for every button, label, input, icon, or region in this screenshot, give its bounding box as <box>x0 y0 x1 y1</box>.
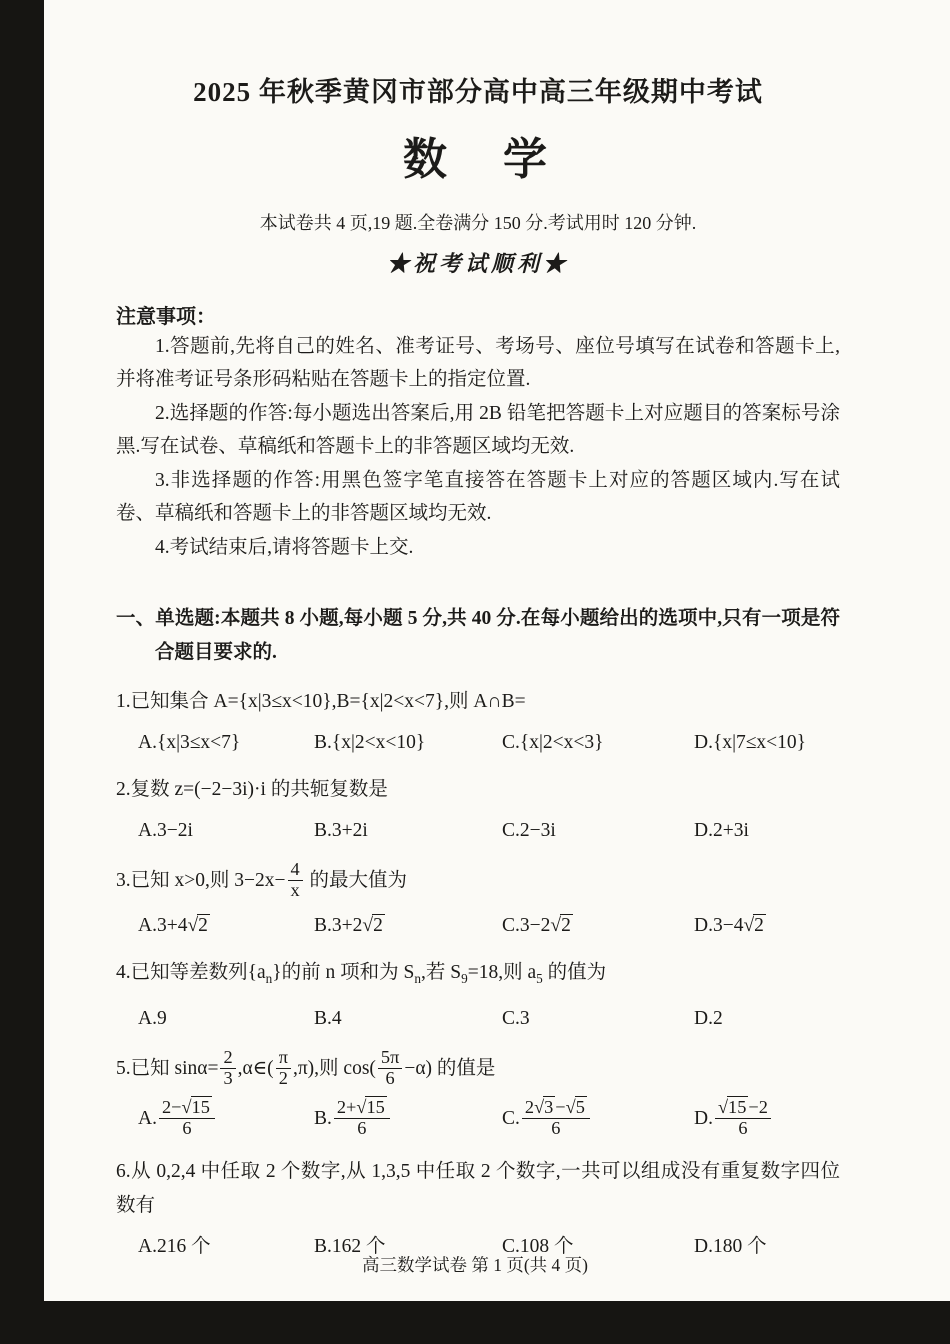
wish-banner: ★祝考试顺利★ <box>386 251 569 276</box>
option-a: A.{x|3≤x<7} <box>138 732 241 753</box>
question-6-stem: 6.从 0,2,4 中任取 2 个数字,从 1,3,5 中任取 2 个数字,一共可以组成没有重复数字四位数有 <box>116 1160 840 1216</box>
option-b: B.{x|2<x<10} <box>314 732 426 753</box>
notice-item-4: 4.考试结束后,请将答题卡上交. <box>155 537 414 558</box>
question-1-options <box>116 728 840 758</box>
question-6 <box>116 1155 840 1262</box>
option-a: A.3−2i <box>138 820 193 841</box>
exam-info-line: 本试卷共 4 页,19 题.全卷满分 150 分.考试用时 120 分钟. <box>259 213 697 233</box>
option-a: A.3+4√2 <box>138 914 208 936</box>
question-1 <box>116 685 840 758</box>
option-b: B.3+2√2 <box>314 914 383 936</box>
question-2-options <box>116 816 840 846</box>
option-b: B. $\frac{2+√15}{6}$ <box>314 1099 502 1140</box>
notice-item-2: 2.选择题的作答:每小题选出答案后,用 2B 铅笔把答题卡上对应题目的答案标号涂黑.写在试卷、草稿纸和答题卡上的非答题区域均无效. <box>116 403 840 457</box>
notice-header: 注意事项： <box>116 306 216 328</box>
question-3-options <box>116 911 840 941</box>
option-c: C.{x|2<x<3} <box>502 732 604 753</box>
page-footer: 高三数学试卷 第 1 页(共 4 页) <box>361 1255 589 1275</box>
question-5-stem: 5.已知 sinα= $\frac{2}{3}$ ,α∈( $\frac{\pi}{2}$ ,π),则 cos( $\frac{5\pi}{6}$ −α) 的值是 <box>116 1047 496 1089</box>
section-1-header: 一、单选题:本题共 8 小题,每小题 5 分,共 40 分.在每小题给出的选项中,只有一项是符合题目要求的. <box>116 608 840 663</box>
subject-title: 数 学 <box>403 135 553 184</box>
question-4 <box>116 956 840 1035</box>
option-d: D.2 <box>694 1008 723 1030</box>
option-d: D. $\frac{√15 -2}{6}$ <box>694 1099 840 1140</box>
question-4-options <box>116 1004 840 1034</box>
option-d: D.{x|7≤x<10} <box>694 732 807 753</box>
scan-edge-left <box>0 0 44 1344</box>
question-1-stem: 1.已知集合 A={x|3≤x<10},B={x|2<x<7},则 A∩B= <box>116 691 526 712</box>
option-d: D.180 个 <box>694 1235 767 1257</box>
option-b: B.162 个 <box>314 1235 386 1257</box>
question-4-stem: 4.已知等差数列$\{a_n\}$的前 n 项和为 $S_n$,若 $S_9=18$,则 $a_5$ 的值为 <box>116 961 607 986</box>
scan-edge-bottom <box>0 1301 950 1344</box>
notice-item-1: 1.答题前,先将自己的姓名、准考证号、考场号、座位号填写在试卷和答题卡上,并将准考证号条形码粘贴在答题卡上的指定位置. <box>116 336 840 390</box>
question-2 <box>116 773 840 846</box>
question-5-options <box>116 1099 840 1140</box>
question-5 <box>116 1049 840 1139</box>
page-title: 2025 年秋季黄冈市部分高中高三年级期中考试 <box>193 77 763 107</box>
option-a: A.216 个 <box>138 1235 211 1257</box>
option-d: D.2+3i <box>694 820 749 841</box>
option-b: B.4 <box>314 1008 342 1030</box>
option-c: C.108 个 <box>502 1235 574 1257</box>
option-a: A. $\frac{2-√15}{6}$ <box>138 1099 314 1140</box>
option-c: C.2−3i <box>502 820 556 841</box>
question-3 <box>116 861 840 941</box>
exam-content <box>116 70 840 1262</box>
option-c: C.3 <box>502 1008 530 1030</box>
option-d: D.3−4√2 <box>694 914 764 936</box>
option-c: C.3−2√2 <box>502 914 571 936</box>
question-3-stem: 3.已知 x>0,则 3−2x− $\frac{4}{x}$ 的最大值为 <box>116 859 408 900</box>
question-2-stem: 2.复数 z=(−2−3i)·i 的共轭复数是 <box>116 779 388 800</box>
option-c: C. $\frac{2√3 -√5}{6}$ <box>502 1099 694 1140</box>
option-a: A.9 <box>138 1008 167 1030</box>
option-b: B.3+2i <box>314 820 368 841</box>
notice-item-3: 3.非选择题的作答:用黑色签字笔直接答在答题卡上对应的答题区域内.写在试卷、草稿纸和答题卡上的非答题区域均无效. <box>116 470 840 524</box>
